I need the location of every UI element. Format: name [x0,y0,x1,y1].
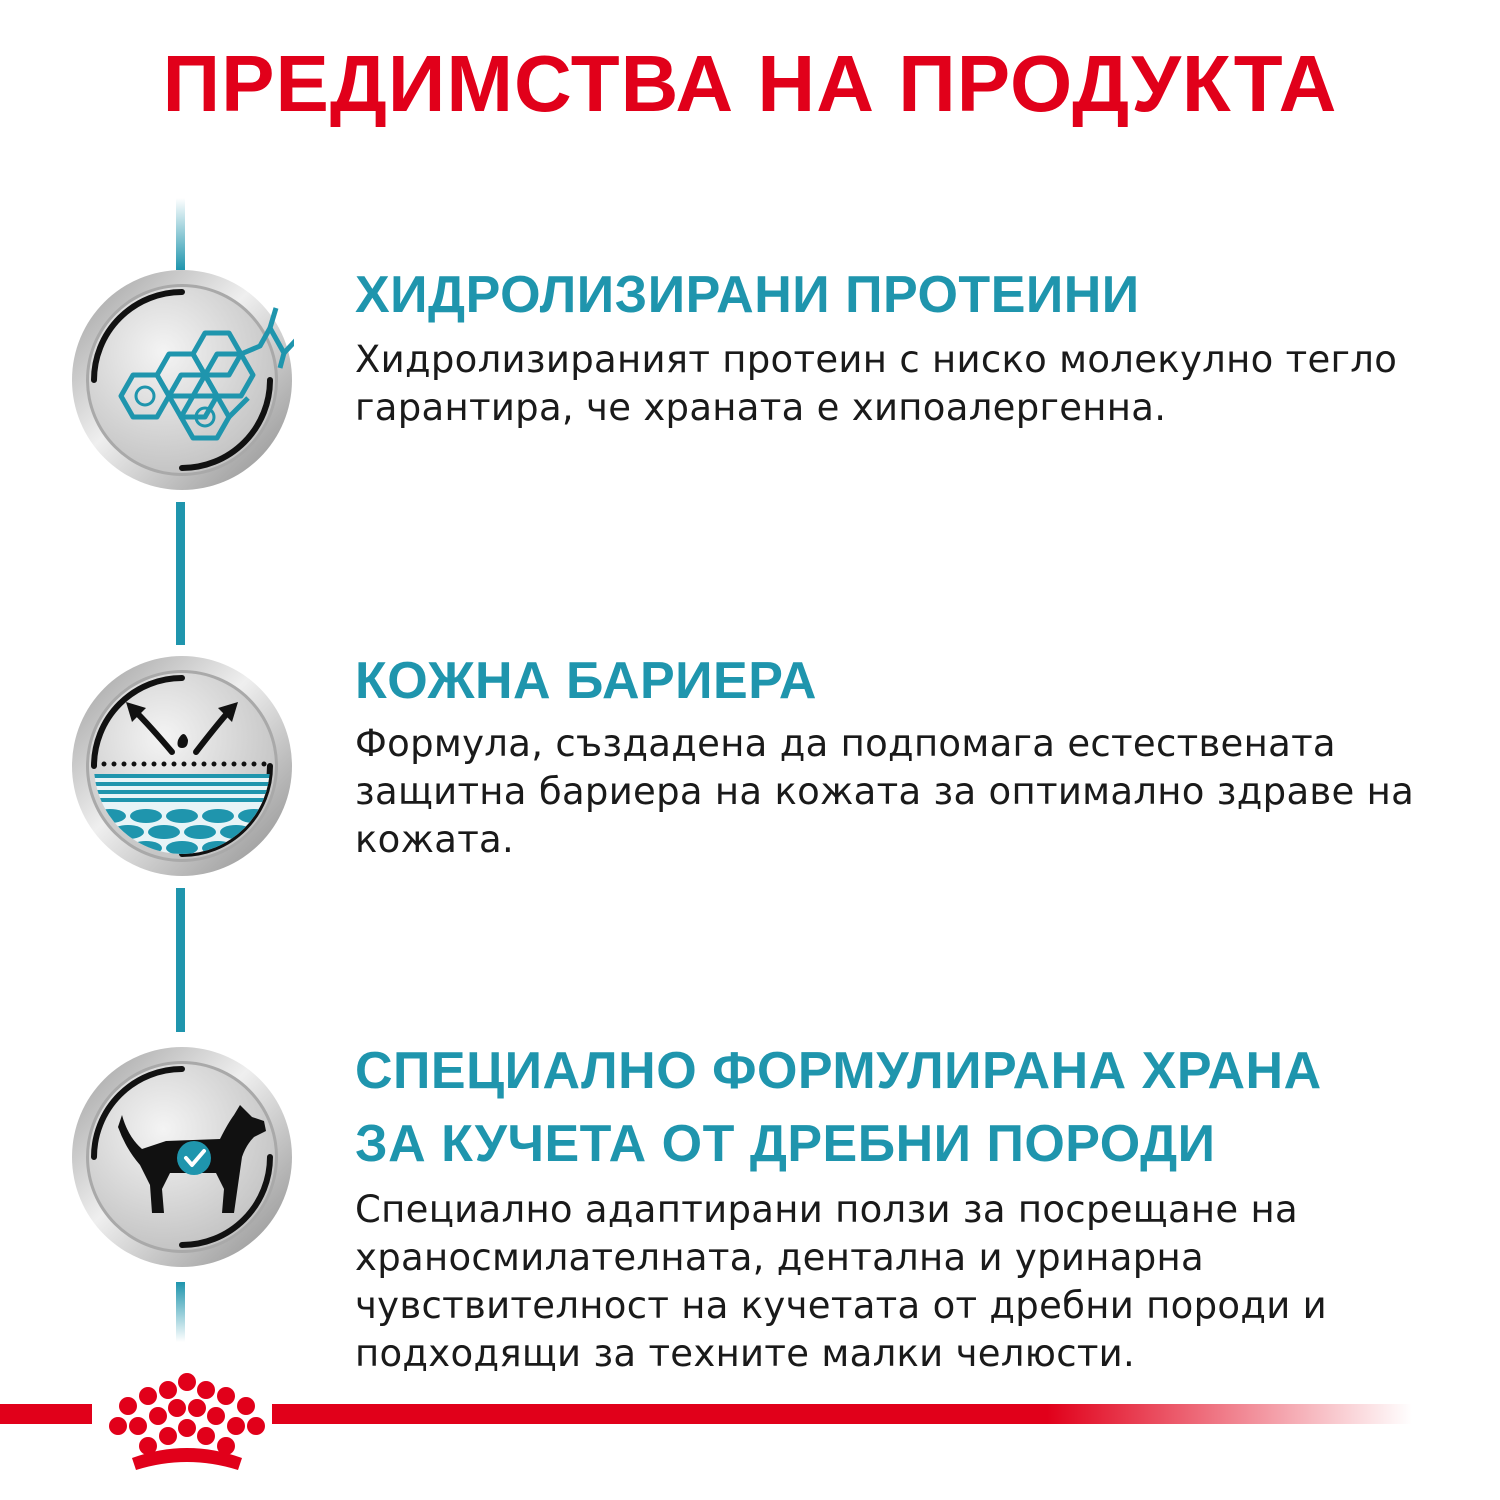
feature-description: Специално адаптирани ползи за посрещане на храносмилателната, дентална и уринарна чувствителност на кучетата от дребни породи и подходящи за техните малки челюсти. [355,1188,1327,1375]
feature-title: КОЖНА БАРИЕРА [355,652,817,710]
timeline-segment [176,888,185,1032]
timeline-segment [176,1282,185,1342]
feature-title: СПЕЦИАЛНО ФОРМУЛИРАНА ХРАНА [355,1042,1322,1100]
molecule-icon [70,268,294,492]
timeline-segment [176,502,185,645]
feature-description: Формула, създадена да подпомага естествената защитна бариера на кожата за оптимално здраве на кожата. [355,722,1415,861]
footer-line [0,1404,92,1424]
skin-barrier-icon [70,654,294,878]
timeline-segment [176,198,185,270]
feature-description: Хидролизираният протеин с ниско молекулно тегло гарантира, че храната е хипоалергенна. [355,338,1398,429]
footer-line [272,1404,1412,1424]
feature-title: ЗА КУЧЕТА ОТ ДРЕБНИ ПОРОДИ [355,1115,1216,1173]
page-title: ПРЕДИМСТВА НА ПРОДУКТА [162,39,1338,128]
small-dog-icon [70,1045,294,1269]
crown-logo-icon [102,1368,272,1486]
feature-title: ХИДРОЛИЗИРАНИ ПРОТЕИНИ [355,266,1140,324]
